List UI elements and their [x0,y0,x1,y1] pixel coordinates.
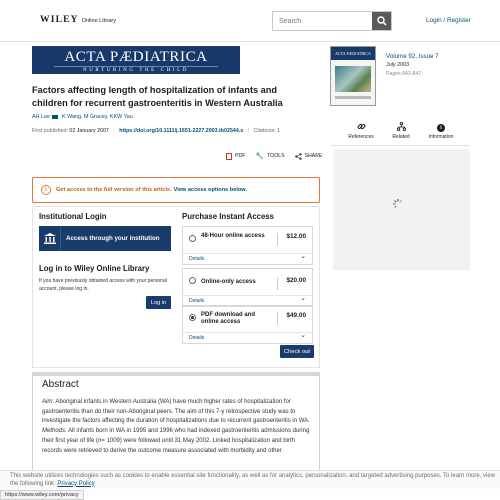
cookie-banner [0,470,500,489]
issue-link[interactable]: Volume 92, Issue 7 [386,53,439,60]
option-price: $20.00 [277,277,306,290]
tab-related-label: Related [392,134,410,140]
log-in-button[interactable]: Log in [146,296,171,309]
option-price: $49.00 [277,312,306,325]
author-link[interactable]: AH Lee [32,114,50,120]
access-options-panel [32,206,320,368]
meta-divider: | [247,128,250,134]
institution-icon [39,226,61,251]
tab-information-label: Information [428,134,454,140]
publication-meta [32,128,280,134]
purchase-option[interactable] [182,226,313,265]
info-icon: i [437,124,445,132]
login-register-link[interactable]: Login / Register [426,17,471,24]
option-radio-selected[interactable] [189,314,196,321]
purchase-option[interactable] [182,268,313,307]
email-icon[interactable] [52,115,58,119]
purchase-option[interactable] [182,305,313,344]
first-published-label: First published: [32,128,68,134]
option-details-toggle[interactable]: Details ⌄ [183,332,312,343]
institution-access-button[interactable] [39,226,171,251]
tab-references-label: References [348,134,374,140]
option-label: Online-only access [201,279,256,285]
option-details-toggle[interactable]: Details ⌄ [183,295,312,306]
wrench-icon: 🔧 [255,153,265,160]
author-link[interactable]: K Wang, M Gracey, KKW Yau [61,114,133,120]
option-label: PDF download and online access [201,312,255,325]
abstract-title: Abstract [42,379,79,390]
search-icon [377,16,387,26]
abstract-section [32,372,320,472]
cover-footer [335,96,371,99]
cover-artwork [335,66,371,92]
info-icon: i [41,185,51,195]
share-icon [295,153,302,160]
citations-link[interactable]: Citations: 1 [253,128,281,134]
option-details-toggle[interactable]: Details ⌄ [183,253,312,264]
methods-text: All infants born in WA in 1995 and 1996 who had indexed gastroenteritis admissions during their first year of life ( [42,428,310,444]
first-published-date: 02 January 2007 [69,128,109,134]
access-options-link[interactable]: View access options below. [173,187,248,193]
journal-tagline: NURTURING THE CHILD [54,66,218,74]
logo-wordmark: WILEY [40,15,79,25]
wiley-logo[interactable] [40,15,116,25]
tab-information[interactable] [418,122,464,140]
side-tabs [330,116,470,146]
access-notice-text: Get access to the full version of this article. [56,187,172,193]
search-box [272,11,392,31]
wiley-login-text: If you have previously obtained access with your personal account, please log in. [39,278,167,292]
option-radio[interactable] [189,277,196,284]
n-label: n [98,437,102,444]
article-title: Factors affecting length of hospitalization of infants and children for recurrent gastroenteritis in Western Australia [32,85,283,108]
doi-link[interactable]: https://doi.org/10.1111/j.1651-2227.2003.tb02544.x [119,128,244,134]
issue-pages: Pages 843-847 [386,71,422,77]
institutional-login-title: Institutional Login [39,212,107,221]
logo-subtitle: Online Library [81,18,116,24]
access-notice [32,177,320,203]
search-input[interactable] [273,12,372,30]
option-price: $12.00 [277,233,306,246]
journal-title: ACTA PÆDIATRICA [64,49,208,65]
issue-date: July 2003 [386,62,410,68]
journal-banner[interactable] [32,46,240,74]
tools-button[interactable] [255,152,284,160]
author-list [32,114,133,120]
checkout-button[interactable]: Check out [280,345,314,358]
aim-text: Aboriginal infants in Western Australia (WA) have much higher rates of hospitalization for gastroenteritis than do their non-Aboriginal peers. The aim of this 7-y retrospective study was to investigate the factors affecting the duration of hospitalizations due to recurrent gastroenteritis in WA. [42,399,310,425]
share-label: SHARE [304,153,323,159]
abstract-text [42,398,314,456]
pdf-icon [226,153,232,160]
status-bar-url: https://www.wiley.com/privacy [0,490,84,500]
option-label: 48-Hour online access [201,233,265,239]
article-tools [226,152,322,160]
option-radio[interactable] [189,235,196,242]
meta-divider: | [113,128,115,134]
share-button[interactable] [295,153,323,160]
tools-label: TOOLS [267,153,285,159]
pdf-label: PDF [235,153,246,159]
cookie-text: This website utilizes technologies such as cookies to enable essential site functionality, as well as for analytics, personalization, and targeted advertising purposes. To learn more, view the following link: [10,473,496,487]
loading-spinner-icon [392,198,404,210]
cover-masthead: ACTA PÆDIATRICA [331,47,375,60]
methods-label: Methods: [42,428,67,435]
n-text: = 1009) were followed until 31 May 2002. Linked hospitalization and birth records were retrieved to derive the outcome measure associated with morbidity and other [42,437,295,454]
privacy-policy-link[interactable]: Privacy Policy [57,480,95,487]
search-button[interactable] [372,12,391,30]
side-content-panel [333,149,470,270]
institution-access-label: Access through your institution [66,234,160,242]
purchase-title: Purchase Instant Access [182,212,275,221]
top-bar [0,0,500,42]
pdf-button[interactable] [226,153,245,160]
aim-label: Aim: [42,399,54,405]
journal-cover-image[interactable] [330,46,376,106]
wiley-login-title: Log in to Wiley Online Library [39,264,150,273]
